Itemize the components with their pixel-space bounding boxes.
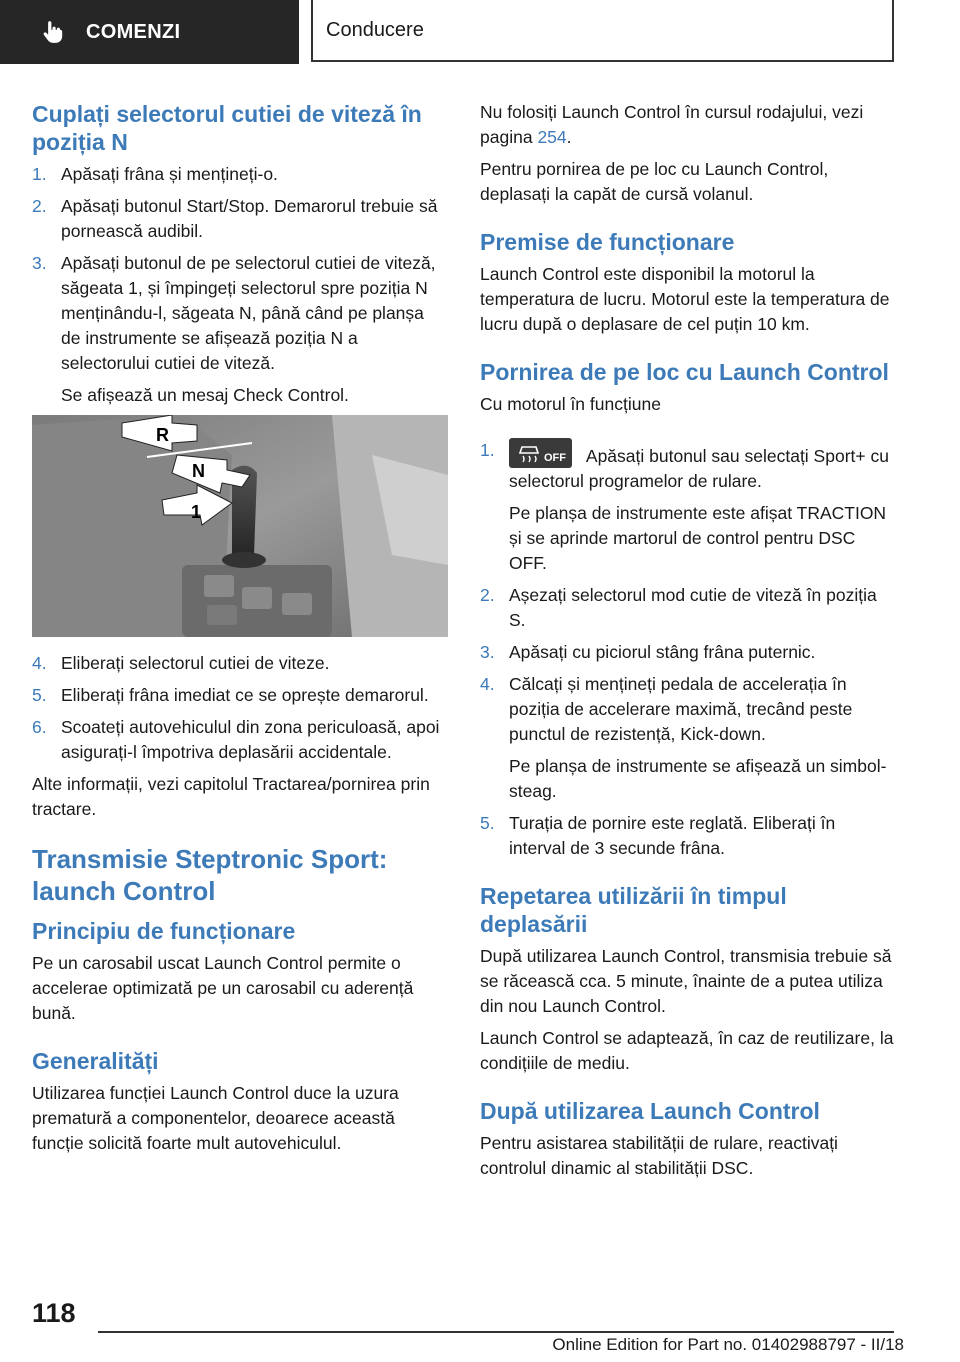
list-item — [480, 438, 896, 494]
general-text: Utilizarea funcției Launch Control duce la uzura prematură a componentelor, deoarece această funcție solicită foarte mult autovehiculul. — [32, 1083, 399, 1153]
step-note: Pe planșa de instrumente se afișează un simbol-steag. — [509, 756, 887, 801]
step-text: Turația de pornire este reglată. Eliberați în interval de 3 secunde frâna. — [509, 813, 836, 858]
pointing-hand-icon — [40, 19, 66, 45]
step-note: Pe planșa de instrumente este afișat TRACTION și se aprinde martorul de control pentru DSC OFF. — [509, 503, 887, 573]
step-text: Apăsați frâna și mențineți-o. — [61, 164, 278, 184]
step-1-text: Apăsați butonul sau selectați Sport+ cu selectorul programelor de rulare. — [509, 446, 889, 491]
step-text: Eliberați selectorul cutiei de viteze. — [61, 653, 330, 673]
step-text: Călcați și mențineți pedala de accelerația în poziția de accelerare maximă, trecând peste punctul de rezistență, Kick-down. — [509, 674, 853, 744]
step-number: 2. — [480, 585, 495, 605]
list-item — [480, 640, 896, 665]
step-number: 2. — [32, 196, 47, 216]
page-number: 118 — [32, 1298, 76, 1328]
heading-pornirea: Pornirea de pe loc cu Launch Control — [480, 359, 889, 385]
gear-selector-photo — [32, 415, 448, 637]
heading-select-n: Cuplați selectorul cutiei de viteză în poziția N — [32, 101, 422, 155]
step-text: Apăsați cu piciorul stâng frâna puternic. — [509, 642, 816, 662]
step-note: Se afișează un mesaj Check Control. — [61, 385, 349, 405]
step-number: 1. — [32, 164, 47, 184]
list-item — [32, 715, 448, 765]
off-label: OFF — [544, 452, 566, 464]
repeat-text-a: După utilizarea Launch Control, transmisia trebuie să se răcească cca. 5 minute, înainte de a putea utiliza din nou Launch Control. — [480, 946, 892, 1016]
footer-divider — [98, 1331, 894, 1333]
dsc-off-button-icon — [509, 438, 572, 468]
step-number: 5. — [480, 813, 495, 833]
step-text: Scoateți autovehiculul din zona periculoasă, apoi asigurați-l împotriva deplasării accidentale. — [61, 717, 440, 762]
edition-text: Online Edition for Part no. 01402988797 - II/18 — [552, 1335, 904, 1354]
section-tab — [0, 0, 299, 64]
heading-general: Generalități — [32, 1048, 159, 1074]
heading-premise: Premise de funcționare — [480, 229, 735, 255]
list-item — [32, 683, 448, 708]
chapter-title: Conducere — [326, 18, 424, 41]
engine-on-text: Cu motorul în funcțiune — [480, 394, 661, 414]
section-title: COMENZI — [86, 20, 181, 43]
principle-text: Pe un carosabil uscat Launch Control permite o accelerae optimizată pe un carosabil cu aderență bună. — [32, 953, 414, 1023]
step-number: 1. — [480, 440, 495, 460]
step-number: 4. — [480, 674, 495, 694]
step-text: Apăsați butonul de pe selectorul cutiei de viteză, săgeata 1, și împingeți selectorul spre poziția N menținându-l, săgeata N, până când pe planșa de instrumente se afișează poziția N a selectorului cutiei de viteză. — [61, 253, 436, 373]
right-column — [480, 100, 896, 1188]
step-number: 4. — [32, 653, 47, 673]
intro-text-a: Nu folosiți Launch Control în cursul rodajului, vezi pagina — [480, 102, 864, 147]
chapter-tab — [311, 0, 894, 62]
intro-text-b: . — [566, 127, 572, 147]
left-column — [32, 100, 448, 1163]
label-r: R — [156, 425, 169, 445]
list-item — [32, 194, 448, 244]
after-text: Pentru asistarea stabilității de rulare, reactivați controlul dinamic al stabilității DSC. — [480, 1133, 838, 1178]
heading-sport: Transmisie Steptronic Sport: launch Control — [32, 844, 388, 906]
heading-repeat: Repetarea utilizării în timpul deplasării — [480, 883, 787, 937]
heading-after: După utilizarea Launch Control — [480, 1098, 820, 1124]
step-number: 3. — [480, 642, 495, 662]
start-text: Pentru pornirea de pe loc cu Launch Control, deplasați la capăt de cursă volanul. — [480, 159, 829, 204]
intro-text — [480, 100, 896, 150]
label-n: N — [192, 461, 205, 481]
step-number: 3. — [32, 253, 47, 273]
premise-text: Launch Control este disponibil la motorul la temperatura de lucru. Motorul este la temperatura de lucru după o deplasare de cel puțin 10 km. — [480, 264, 890, 334]
list-item — [480, 811, 896, 861]
step-number: 5. — [32, 685, 47, 705]
list-item — [480, 583, 896, 633]
traction-icon — [517, 443, 541, 463]
more-info-text: Alte informații, vezi capitolul Tractarea/pornirea prin tractare. — [32, 774, 430, 819]
step-text: Eliberați frâna imediat ce se oprește demarorul. — [61, 685, 429, 705]
step-number: 6. — [32, 717, 47, 737]
step-text: Apăsați butonul Start/Stop. Demarorul trebuie să pornească audibil. — [61, 196, 438, 241]
list-item — [480, 672, 896, 747]
heading-principle: Principiu de funcționare — [32, 918, 296, 944]
page-link[interactable]: 254 — [537, 127, 567, 147]
label-1: 1 — [191, 502, 202, 522]
list-item — [32, 651, 448, 676]
list-item — [32, 251, 448, 376]
step-text — [509, 438, 896, 494]
list-item — [32, 162, 448, 187]
repeat-text-b: Launch Control se adaptează, în caz de reutilizare, la condițiile de mediu. — [480, 1028, 894, 1073]
step-text: Așezați selectorul mod cutie de viteză în poziția S. — [509, 585, 877, 630]
